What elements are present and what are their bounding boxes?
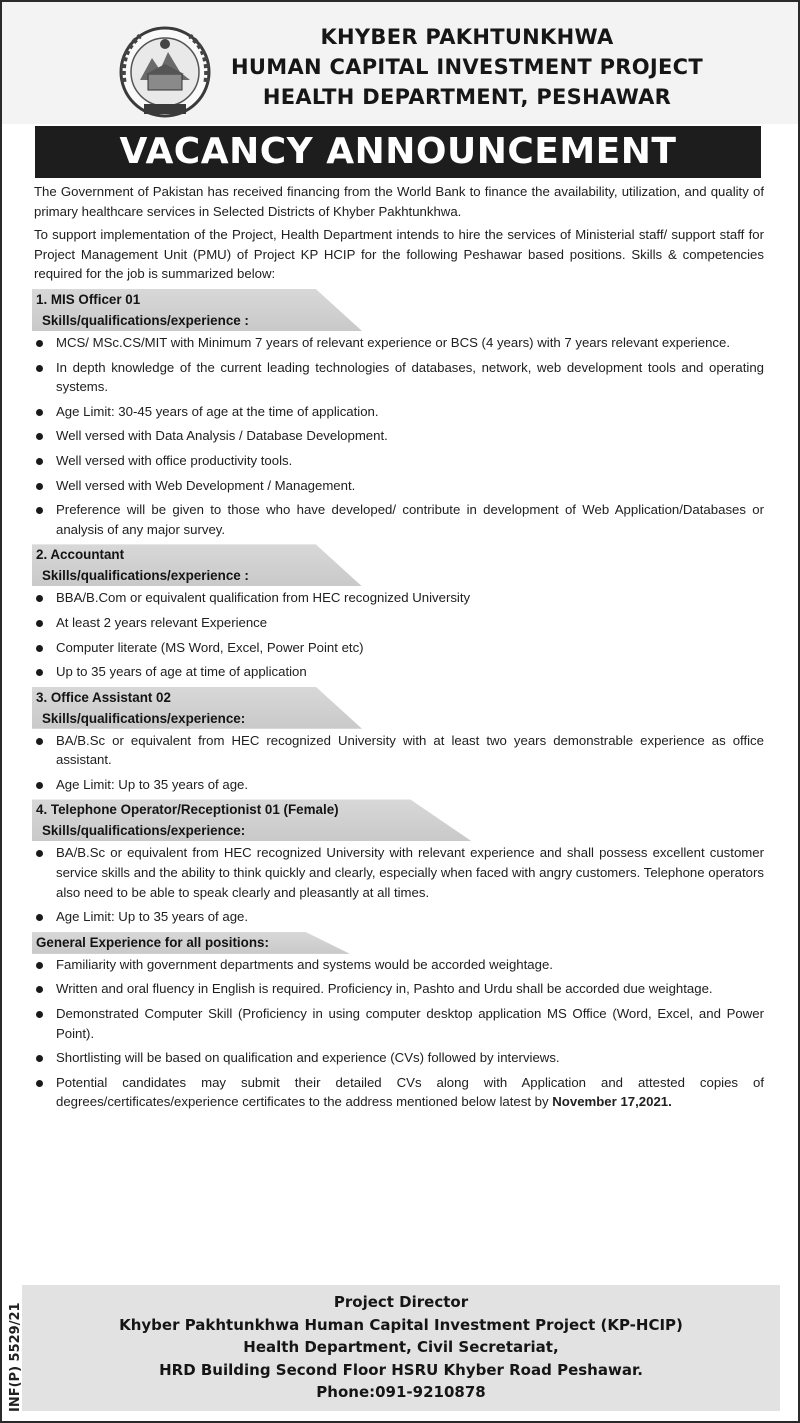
- position-subtitle: Skills/qualifications/experience:: [42, 823, 246, 839]
- position-heading-telephone-operator: [34, 799, 764, 841]
- position-heading-mis-officer: [34, 289, 764, 331]
- position-subtitle: Skills/qualifications/experience:: [42, 710, 246, 726]
- position-title: 1. MIS Officer 01: [36, 291, 141, 307]
- list-item: Demonstrated Computer Skill (Proficiency in using computer desktop application MS Office (Word, Excel, and Power Point).: [34, 1004, 764, 1043]
- list-item: Well versed with office productivity tools.: [34, 451, 764, 471]
- org-line-department: HEALTH DEPARTMENT, PESHAWAR: [262, 85, 672, 109]
- submission-text: Potential candidates may submit their detailed CVs along with Application and attested copies of degrees/certificates/experience certificates to the address mentioned below latest by: [56, 1074, 764, 1110]
- list-item: MCS/ MSc.CS/MIT with Minimum 7 years of relevant experience or BCS (4 years) with 7 years relevant experience.: [34, 333, 764, 353]
- list-item: BBA/B.Com or equivalent qualification from HEC recognized University: [34, 588, 764, 608]
- general-requirements: [34, 955, 764, 1112]
- contact-address: [22, 1291, 780, 1404]
- position-title: 4. Telephone Operator/Receptionist 01 (Female): [36, 802, 339, 818]
- position-subtitle: Skills/qualifications/experience :: [42, 568, 249, 584]
- list-item: Preference will be given to those who have developed/ contribute in development of Web Application/Databases or analysis of any major survey.: [34, 500, 764, 539]
- position-heading-accountant: [34, 544, 764, 586]
- list-item: Well versed with Data Analysis / Database Development.: [34, 426, 764, 446]
- telephone-operator-requirements: [34, 843, 764, 926]
- intro-paragraph-2: To support implementation of the Project, Health Department intends to hire the services of Ministerial staff/ support staff for Project Management Unit (PMU) of Project KP HCIP for the following Peshawar based positions. Skills & competencies required for the job is summarized below:: [34, 227, 764, 282]
- position-heading-office-assistant: [34, 687, 764, 729]
- footer-line-phone: Phone:091-9210878: [316, 1383, 486, 1401]
- list-item: BA/B.Sc or equivalent from HEC recognized University with at least two years demonstrable experience as office assistant.: [34, 731, 764, 770]
- footer-line-building: HRD Building Second Floor HSRU Khyber Road Peshawar.: [159, 1360, 643, 1379]
- list-item: BA/B.Sc or equivalent from HEC recognized University with relevant experience and shall possess excellent customer service skills and the ability to think quickly and clearly, especially when faced with angry customers. Telephone operators also need to be able to speak clearly and pleasantly at all times.: [34, 843, 764, 902]
- intro-paragraph-1: The Government of Pakistan has received financing from the World Bank to finance the availability, utilization, and quality of primary healthcare services in Selected Districts of Khyber Pakhtunkhwa.: [34, 184, 764, 219]
- accountant-requirements: [34, 588, 764, 681]
- vacancy-banner: VACANCY ANNOUNCEMENT: [35, 126, 761, 178]
- header: [2, 2, 798, 124]
- position-title: 3. Office Assistant 02: [36, 689, 171, 705]
- office-assistant-requirements: [34, 731, 764, 795]
- general-experience-heading: [34, 932, 764, 953]
- position-title: 2. Accountant: [36, 547, 125, 563]
- inf-code: INF(P) 5529/21: [8, 1302, 23, 1412]
- deadline-date: November 17,2021.: [552, 1094, 672, 1110]
- list-item: In depth knowledge of the current leading technologies of databases, network, web development tools and operating systems.: [34, 358, 764, 397]
- list-item: Familiarity with government departments and systems would be accorded weightage.: [34, 955, 764, 975]
- footer-line-designation: Project Director: [333, 1293, 469, 1311]
- list-item: Age Limit: Up to 35 years of age.: [34, 907, 764, 927]
- organization-title: [202, 22, 732, 112]
- list-item: Up to 35 years of age at time of application: [34, 662, 764, 682]
- position-subtitle: Skills/qualifications/experience :: [42, 312, 249, 328]
- general-title: General Experience for all positions:: [36, 934, 269, 950]
- footer-line-department: Health Department, Civil Secretariat,: [243, 1338, 559, 1356]
- list-item: Computer literate (MS Word, Excel, Power Point etc): [34, 638, 764, 658]
- list-item: Age Limit: Up to 35 years of age.: [34, 775, 764, 795]
- org-line-project: HUMAN CAPITAL INVESTMENT PROJECT: [231, 55, 703, 79]
- list-item: Written and oral fluency in English is required. Proficiency in, Pashto and Urdu shall be accorded due weightage.: [34, 979, 764, 999]
- announcement-body: [34, 182, 764, 1117]
- list-item: Shortlisting will be based on qualification and experience (CVs) followed by interviews.: [34, 1048, 764, 1068]
- mis-officer-requirements: [34, 333, 764, 539]
- contact-footer: [22, 1285, 780, 1411]
- footer-line-project: Khyber Pakhtunkhwa Human Capital Investment Project (KP-HCIP): [119, 1315, 683, 1334]
- list-item-submission: [34, 1073, 764, 1112]
- list-item: Age Limit: 30-45 years of age at the time of application.: [34, 402, 764, 422]
- org-line-province: KHYBER PAKHTUNKHWA: [320, 25, 614, 49]
- list-item: Well versed with Web Development / Management.: [34, 476, 764, 496]
- list-item: At least 2 years relevant Experience: [34, 613, 764, 633]
